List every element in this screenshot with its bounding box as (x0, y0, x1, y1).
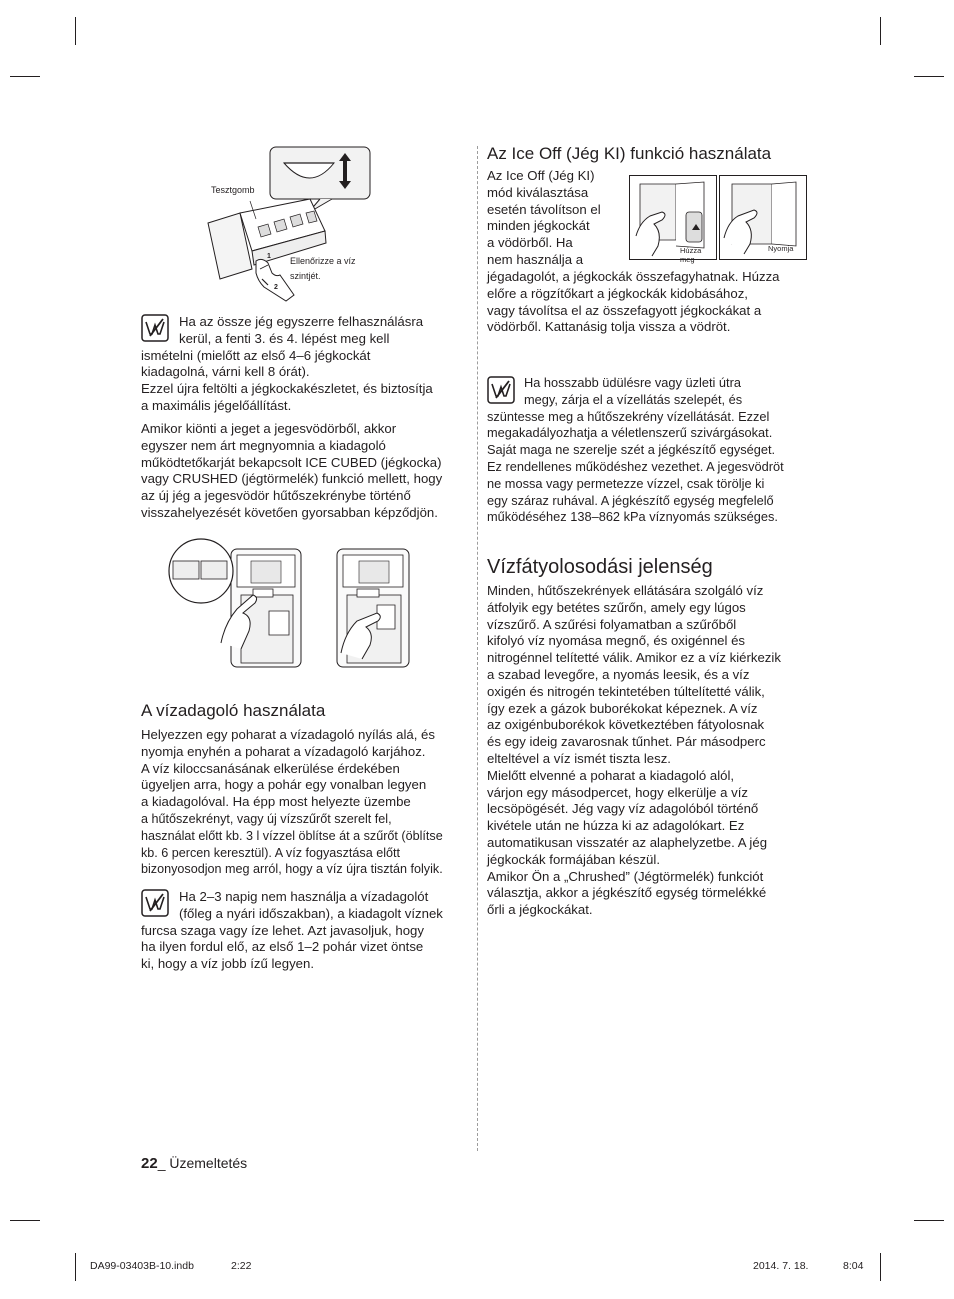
text-line: vödörből. Kattanásig tolja vissza a vödröt. (487, 319, 731, 335)
note-1-line: kerül, a fenti 3. és 4. lépést meg kell (179, 330, 390, 346)
test-button-label: Tesztgomb (211, 185, 255, 195)
note-1 (141, 314, 471, 415)
text-line: nem használja a (487, 251, 584, 267)
text-line: így ezek a gázok buborékokat képeznek. A víz (487, 700, 758, 716)
print-time: 8:04 (843, 1260, 864, 1272)
text-line: a hűtőszekrényt, vagy új vízszűrőt szerelt fel, (141, 811, 392, 826)
note-1-line: Ha az össze jég egyszerre felhasználásra (179, 314, 424, 329)
text-line: kb. 6 percen keresztül). A víz fogyasztása előtt (141, 845, 401, 860)
water-fog-paragraph (487, 583, 817, 919)
note-2-line: ha ilyen fordul elő, az első 1–2 pohár vizet öntse (141, 939, 424, 955)
text-line: működtetőkarját bekapcsolt ICE CUBED (jégkocka) (141, 454, 442, 470)
note-3-line: Saját maga ne szerelje szét a jégkészítő egységet. (487, 442, 776, 458)
text-line: az oxigénbuborékok következtében fátyolosnak (487, 717, 765, 733)
print-page-ref: 2:22 (231, 1260, 252, 1272)
crop-mark (880, 17, 881, 45)
crop-mark (880, 1253, 881, 1281)
step-marker-2: 2 (274, 284, 278, 291)
text-line: oxigén és nitrogén tekintetében túltelítetté válik, (487, 683, 765, 699)
crop-mark (914, 1220, 944, 1221)
note-2-line: ki, hogy a víz jobb ízű legyen. (141, 956, 315, 972)
text-line: Helyezzen egy poharat a vízadagoló nyílás alá, és (141, 727, 435, 742)
dispenser-figure (165, 535, 415, 675)
text-line: Az Ice Off (Jég KI) (487, 168, 595, 183)
text-line: átfolyik egy betétes szűrőn, amely egy lúgos (487, 599, 746, 615)
page-number: 22 (141, 1155, 158, 1172)
text-line: Minden, hűtőszekrények ellátására szolgáló víz (487, 583, 764, 598)
note-1-line: ismételni (mielőtt az első 4–6 jégkockát (141, 347, 371, 363)
ice-off-heading: Az Ice Off (Jég KI) funkció használata (487, 144, 772, 163)
note-3-line: egy száraz ruhával. A jégkészítő egység megfelelő (487, 492, 774, 508)
text-line: egyszer nem árt megnyomnia a kiadagoló (141, 437, 386, 453)
note-2 (141, 889, 481, 973)
text-line: ügyeljen arra, hogy a pohár egy vonalban legyen (141, 777, 427, 793)
step-marker-1: 1 (267, 253, 271, 260)
crop-mark (75, 1253, 76, 1281)
note-1-line: a maximális jégelőállítást. (141, 397, 292, 413)
text-line: Mielőtt elvenné a poharat a kiadagoló alól, (487, 767, 735, 783)
note-3 (487, 375, 817, 526)
text-line: előre a rögzítőkart a jégkockák kidobásához, (487, 285, 748, 301)
print-file-name: DA99-03403B-10.indb (90, 1260, 194, 1272)
text-line: automatikusan visszatér az alaphelyzetbe. A jég (487, 834, 768, 850)
text-line: Amikor kiönti a jeget a jegesvödörből, akkor (141, 421, 397, 436)
note-3-line: szüntesse meg a hűtőszekrény vízellátását. Ezzel (487, 408, 770, 424)
text-line: minden jégkockát (487, 218, 590, 234)
crop-mark (75, 17, 76, 45)
water-fog-heading: Vízfátyolosodási jelenség (487, 556, 713, 578)
text-line: vagy CRUSHED (jégtörmelék) funkció mellett, hogy (141, 471, 443, 487)
note-2-line: Ha 2–3 napig nem használja a vízadagolót (179, 889, 429, 904)
ice-off-paragraph-wide (487, 269, 817, 336)
check-level-label: Ellenőrizze a víz szintjét. (290, 256, 356, 281)
note-3-line: megakadályozhatja a véletlenszerű szivárgásokat. (487, 425, 773, 441)
print-date: 2014. 7. 18. (753, 1260, 809, 1272)
text-line: esetén távolítson el (487, 201, 601, 217)
text-line: őrli a jégkockákat. (487, 902, 593, 918)
text-line: várjon egy másodpercet, hogy elkerülje a víz (487, 784, 748, 800)
text-line: az új jég a jegesvödör hűtőszekrénybe történő (141, 488, 411, 504)
page-section: _ Üzemeltetés (157, 1155, 248, 1171)
text-line: vagy távolítsa el az összefagyott jégkockákat a (487, 302, 762, 318)
push-label: Nyomja (768, 244, 794, 253)
text-line: jégkockák formájában készül. (487, 851, 660, 867)
column-divider (477, 146, 478, 1151)
ice-tip-paragraph (141, 421, 471, 522)
text-line: mód kiválasztása (487, 184, 589, 200)
text-line: Amikor Ön a „Chrushed” (Jégtörmelék) funkciót (487, 868, 764, 884)
text-line: a kiadagolóval. Ha épp most helyezte üzembe (141, 794, 411, 810)
note-3-line: működéséhez 138–862 kPa víznyomás szükséges. (487, 509, 778, 525)
water-dispenser-heading: A vízadagoló használata (141, 701, 326, 720)
ice-off-figure-push (719, 175, 807, 260)
text-line: lecsöpögését. Jég vagy víz adagolóból történő (487, 801, 759, 817)
ice-off-figure-pull (629, 175, 717, 264)
note-3-line: megy, zárja el a vízellátás szelepét, és (524, 391, 743, 407)
text-line: visszahelyezését követően gyorsabban képződjön. (141, 504, 438, 520)
text-line: és egy ideig zavarosnak tűnhet. Pár másodperc (487, 734, 766, 750)
note-2-line: (főleg a nyári időszakban), a kiadagolt víznek (179, 905, 443, 921)
text-line: a vödörből. Ha (487, 235, 573, 251)
note-3-line: Ha hosszabb üdülésre vagy üzleti útra (524, 375, 741, 390)
page-footer (141, 1155, 247, 1172)
text-line: A víz kiloccsanásának elkerülése érdekében (141, 760, 400, 776)
ice-off-paragraph-narrow (487, 168, 627, 269)
text-line: használat előtt kb. 3 l vízzel öblítse át a szűrőt (öblítse (141, 828, 443, 843)
text-line: vízszűrő. A szűrési folyamatban a szűrőből (487, 616, 737, 632)
text-line: kivétele után ne húzza ki az adagolókart. Ez (487, 818, 745, 834)
text-line: bizonyosodjon meg arról, hogy a víz újra tisztán folyik. (141, 862, 443, 877)
text-line: választja, akkor a jégkészítő egység törmelékké (487, 885, 767, 901)
dispenser-illustration (165, 535, 415, 675)
crop-mark (10, 76, 40, 77)
text-line: nyomja enyhén a poharat a vízadagoló karjához. (141, 743, 426, 759)
note-1-line: kiadagolná, várni kell 8 órát). (141, 364, 310, 380)
note-3-line: Ez rendellenes működéshez vezethet. A jegesvödröt (487, 458, 784, 474)
crop-mark (10, 1220, 40, 1221)
text-line: elteltével a víz ismét tiszta lesz. (487, 750, 671, 766)
text-line: kifolyó víz nyomása megnő, és oxigénnel és (487, 633, 746, 649)
note-1-line: Ezzel újra feltölti a jégkockakészletet, és biztosítja (141, 381, 433, 397)
note-3-line: ne mossa vagy permetezze vízzel, csak törölje ki (487, 475, 765, 491)
text-line: a szabad levegőre, a nyomás leesik, és a víz (487, 666, 750, 682)
crop-mark (914, 76, 944, 77)
note-2-line: furcsa szaga vagy íze lehet. Azt javasoljuk, hogy (141, 922, 424, 938)
water-dispenser-paragraph (141, 727, 481, 878)
text-line: jégadagolót, a jégkockák összefagyhatnak. Húzza (487, 269, 780, 284)
pull-label: Húzza meg (680, 246, 702, 264)
text-line: nitrogénnel telítetté válik. Amikor ez a víz kiérkezik (487, 650, 781, 666)
